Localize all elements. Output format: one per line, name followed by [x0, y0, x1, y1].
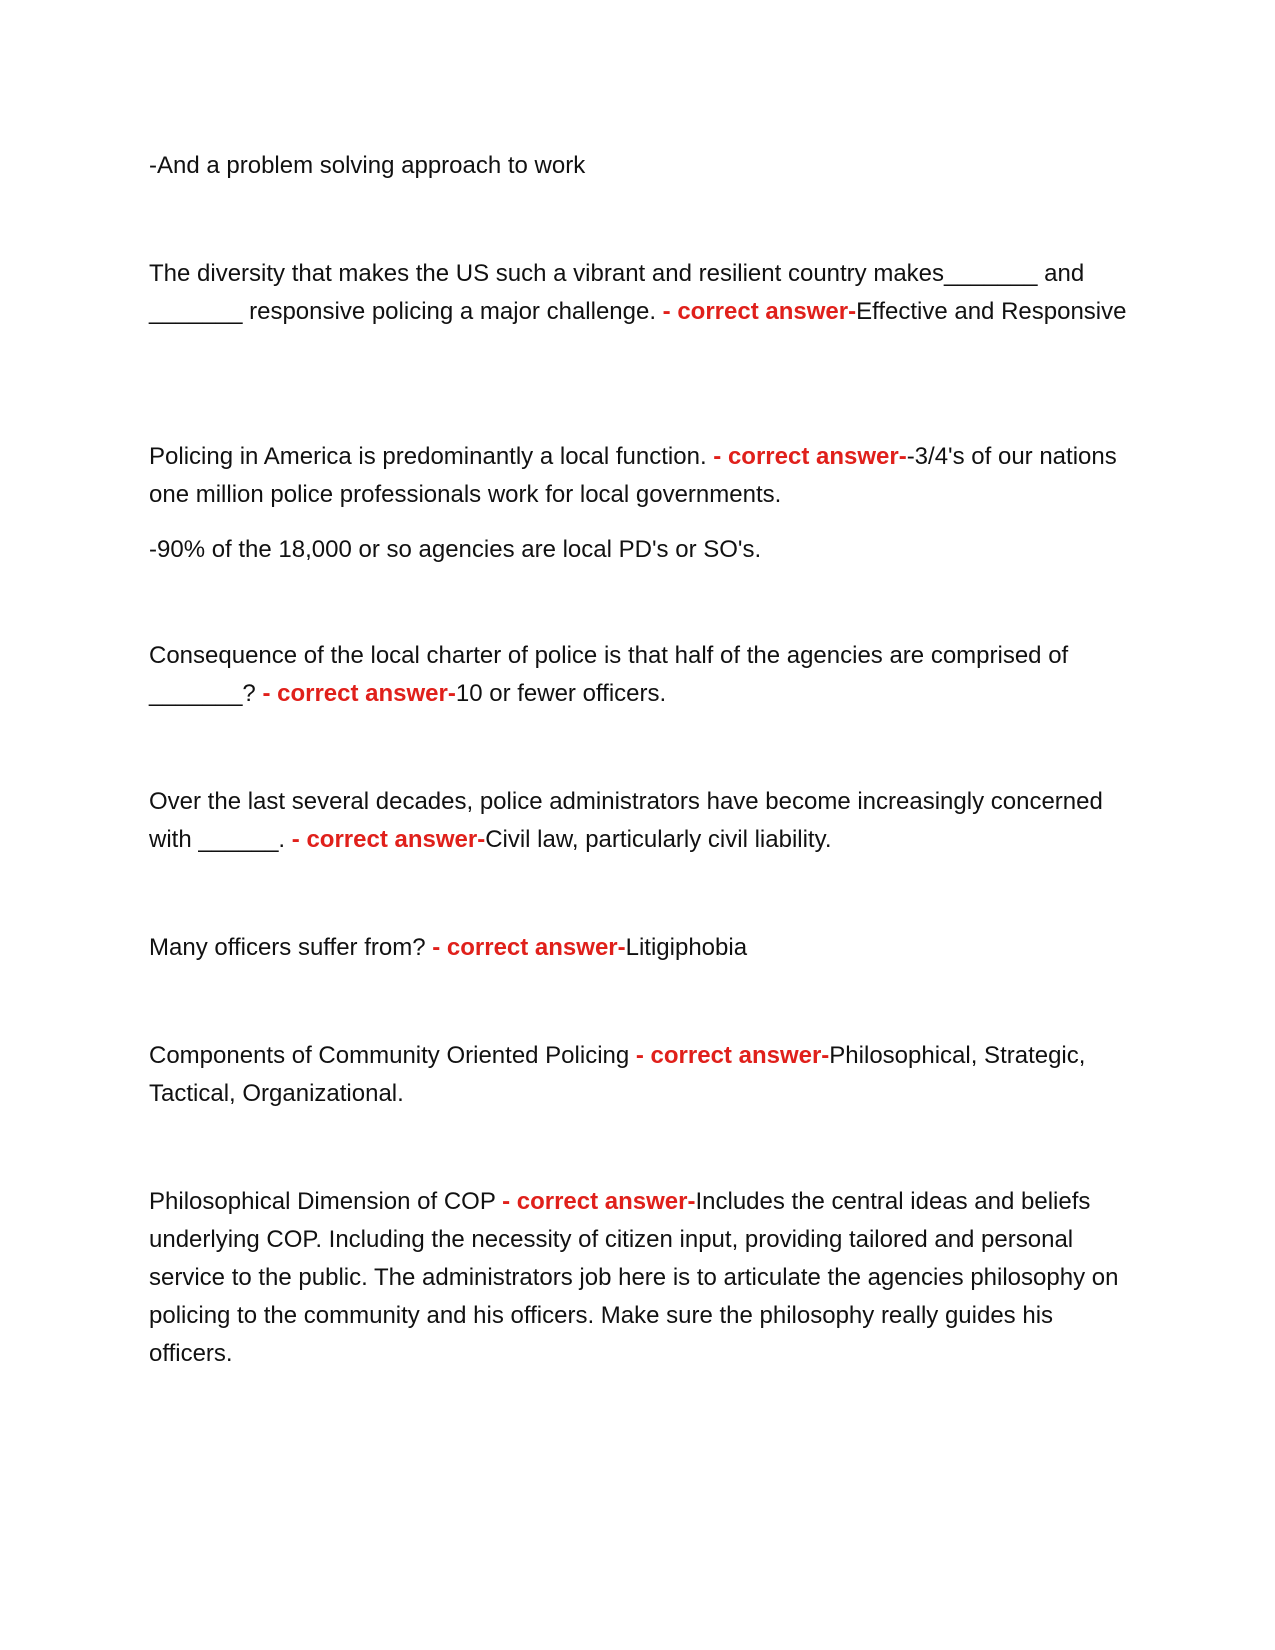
answer-text: -3/4's of our nations one million police professionals work for local governments. [149, 443, 1117, 508]
qa-item [149, 255, 1129, 331]
question-text: -90% of the 18,000 or so agencies are local PD's or SO's. [149, 536, 762, 563]
text-line [149, 147, 1129, 185]
qa-item [149, 929, 1129, 967]
qa-item [149, 783, 1129, 859]
answer-label: - correct answer- [291, 826, 486, 853]
answer-text: 10 or fewer officers. [455, 680, 667, 707]
question-text: Philosophical Dimension of COP [149, 1188, 503, 1215]
question-text: Many officers suffer from? [149, 934, 433, 961]
question-text: The diversity that makes the US such a vibrant and resilient country makes_______ and _______ responsive policing a major challenge. [149, 260, 1085, 325]
answer-text: Effective and Responsive [856, 298, 1127, 325]
question-text: Consequence of the local charter of police is that half of the agencies are comprised of _______? [149, 642, 1069, 707]
answer-label: - correct answer- [713, 443, 907, 470]
text-line [149, 531, 1129, 569]
answer-label: - correct answer- [662, 298, 857, 325]
question-text: Over the last several decades, police administrators have become increasingly concerned with ______. [149, 788, 1103, 853]
answer-text: Litigiphobia [625, 934, 748, 961]
qa-item [149, 1037, 1129, 1113]
question-text: Components of Community Oriented Policing [149, 1042, 636, 1069]
answer-text: Includes the central ideas and beliefs underlying COP. Including the necessity of citizen input, providing tailored and personal service to the public. The administrators job here is to articulate the agencies philosophy on policing to the community and his officers. Make sure the philosophy really guides his officers. [149, 1188, 1119, 1367]
question-text: -And a problem solving approach to work [149, 152, 586, 179]
answer-text: Philosophical, Strategic, Tactical, Organizational. [149, 1042, 1086, 1107]
answer-label: - correct answer- [262, 680, 456, 707]
answer-label: - correct answer- [432, 934, 626, 961]
qa-item [149, 1183, 1129, 1373]
answer-label: - correct answer- [635, 1042, 830, 1069]
answer-label: - correct answer- [502, 1188, 696, 1215]
answer-text: Civil law, particularly civil liability. [485, 826, 832, 853]
question-text: Policing in America is predominantly a local function. [149, 443, 714, 470]
qa-item [149, 637, 1129, 713]
qa-item [149, 438, 1129, 514]
